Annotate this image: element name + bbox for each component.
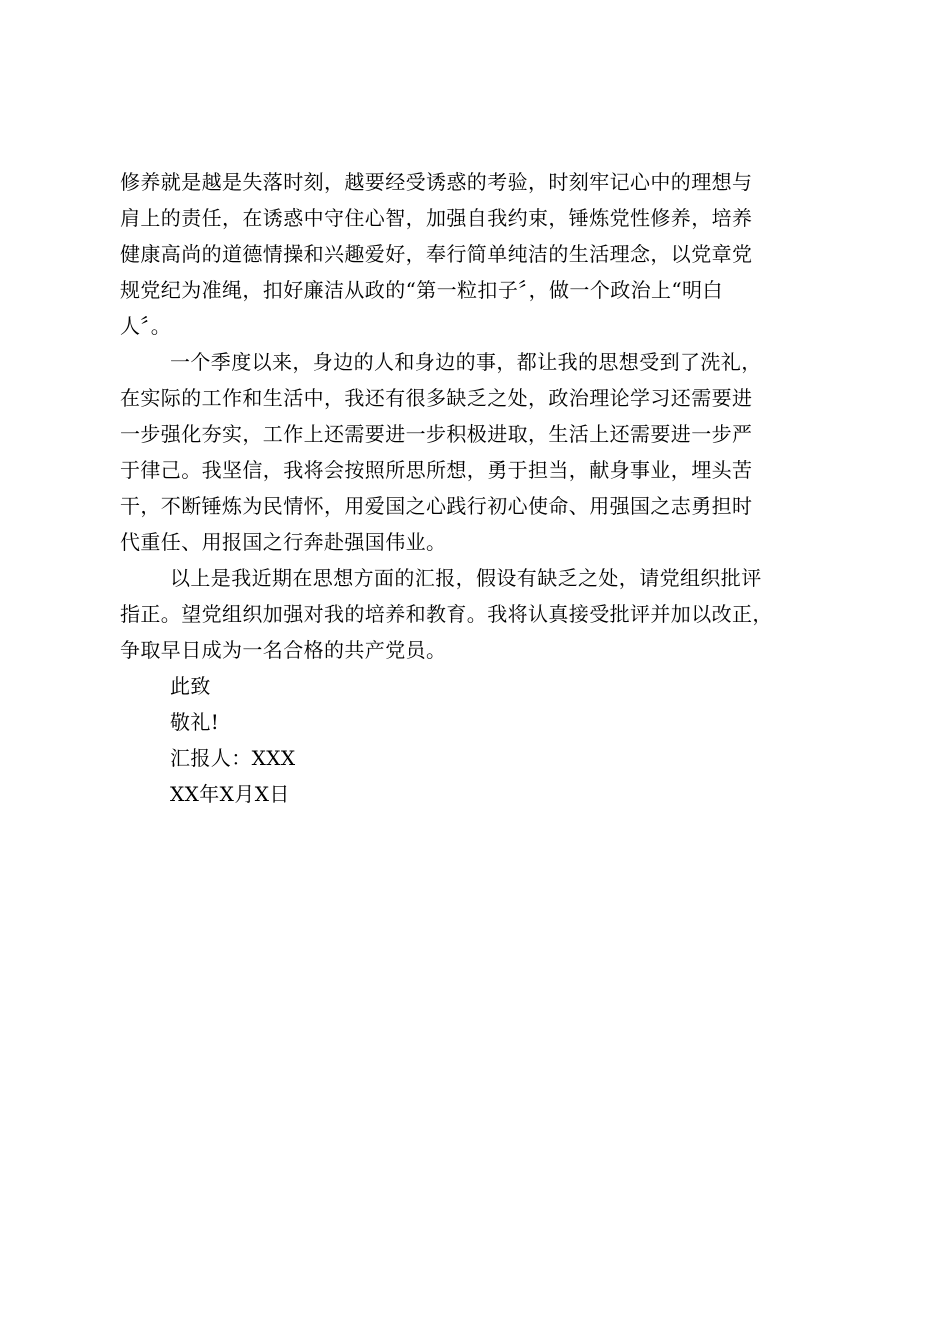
paragraph-3 — [120, 560, 840, 668]
paragraph-line: 在实际的工作和生活中，我还有很多缺乏之处，政治理论学习还需要进 — [120, 386, 753, 410]
paragraph-1 — [120, 164, 840, 344]
salutation-regards: 敬礼! — [170, 710, 220, 734]
paragraph-line: 一个季度以来，身边的人和身边的事，都让我的思想受到了洗礼， — [170, 350, 762, 374]
paragraph-line: 健康高尚的道德情操和兴趣爱好，奉行简单纯洁的生活理念，以党章党 — [120, 242, 753, 266]
paragraph-line: 指正。望党组织加强对我的培养和教育。我将认真接受批评并加以改正， — [120, 602, 773, 626]
paragraph-line: 肩上的责任，在诱惑中守住心智，加强自我约束，锤炼党性修养，培养 — [120, 206, 753, 230]
paragraph-line: 一步强化夯实，工作上还需要进一步积极进取，生活上还需要进一步严 — [120, 422, 753, 446]
paragraph-line: 人〞。 — [120, 314, 172, 338]
paragraph-2 — [120, 344, 840, 560]
paragraph-line: 争取早日成为一名合格的共产党员。 — [120, 638, 447, 662]
paragraph-line: 代重任、用报国之行奔赴强国伟业。 — [120, 530, 447, 554]
salutation-respectfully: 此致 — [170, 674, 211, 698]
paragraph-line: 修养就是越是失落时刻，越要经受诱惑的考验，时刻牢记心中的理想与 — [120, 170, 753, 194]
document-page — [120, 164, 840, 812]
paragraph-line: 于律己。我坚信，我将会按照所思所想，勇于担当，献身事业，埋头苦 — [120, 458, 753, 482]
paragraph-line: 以上是我近期在思想方面的汇报，假设有缺乏之处，请党组织批评 — [170, 566, 762, 590]
report-date: XX年X月X日 — [170, 782, 290, 806]
paragraph-line: 规党纪为准绳，扣好廉洁从政的“第一粒扣子〞，做一个政治上“明白 — [120, 278, 723, 302]
paragraph-line: 干，不断锤炼为民情怀，用爱国之心践行初心使命、用强国之志勇担时 — [120, 494, 753, 518]
reporter-signature: 汇报人：XXX — [170, 746, 296, 770]
closing-block — [120, 668, 840, 812]
